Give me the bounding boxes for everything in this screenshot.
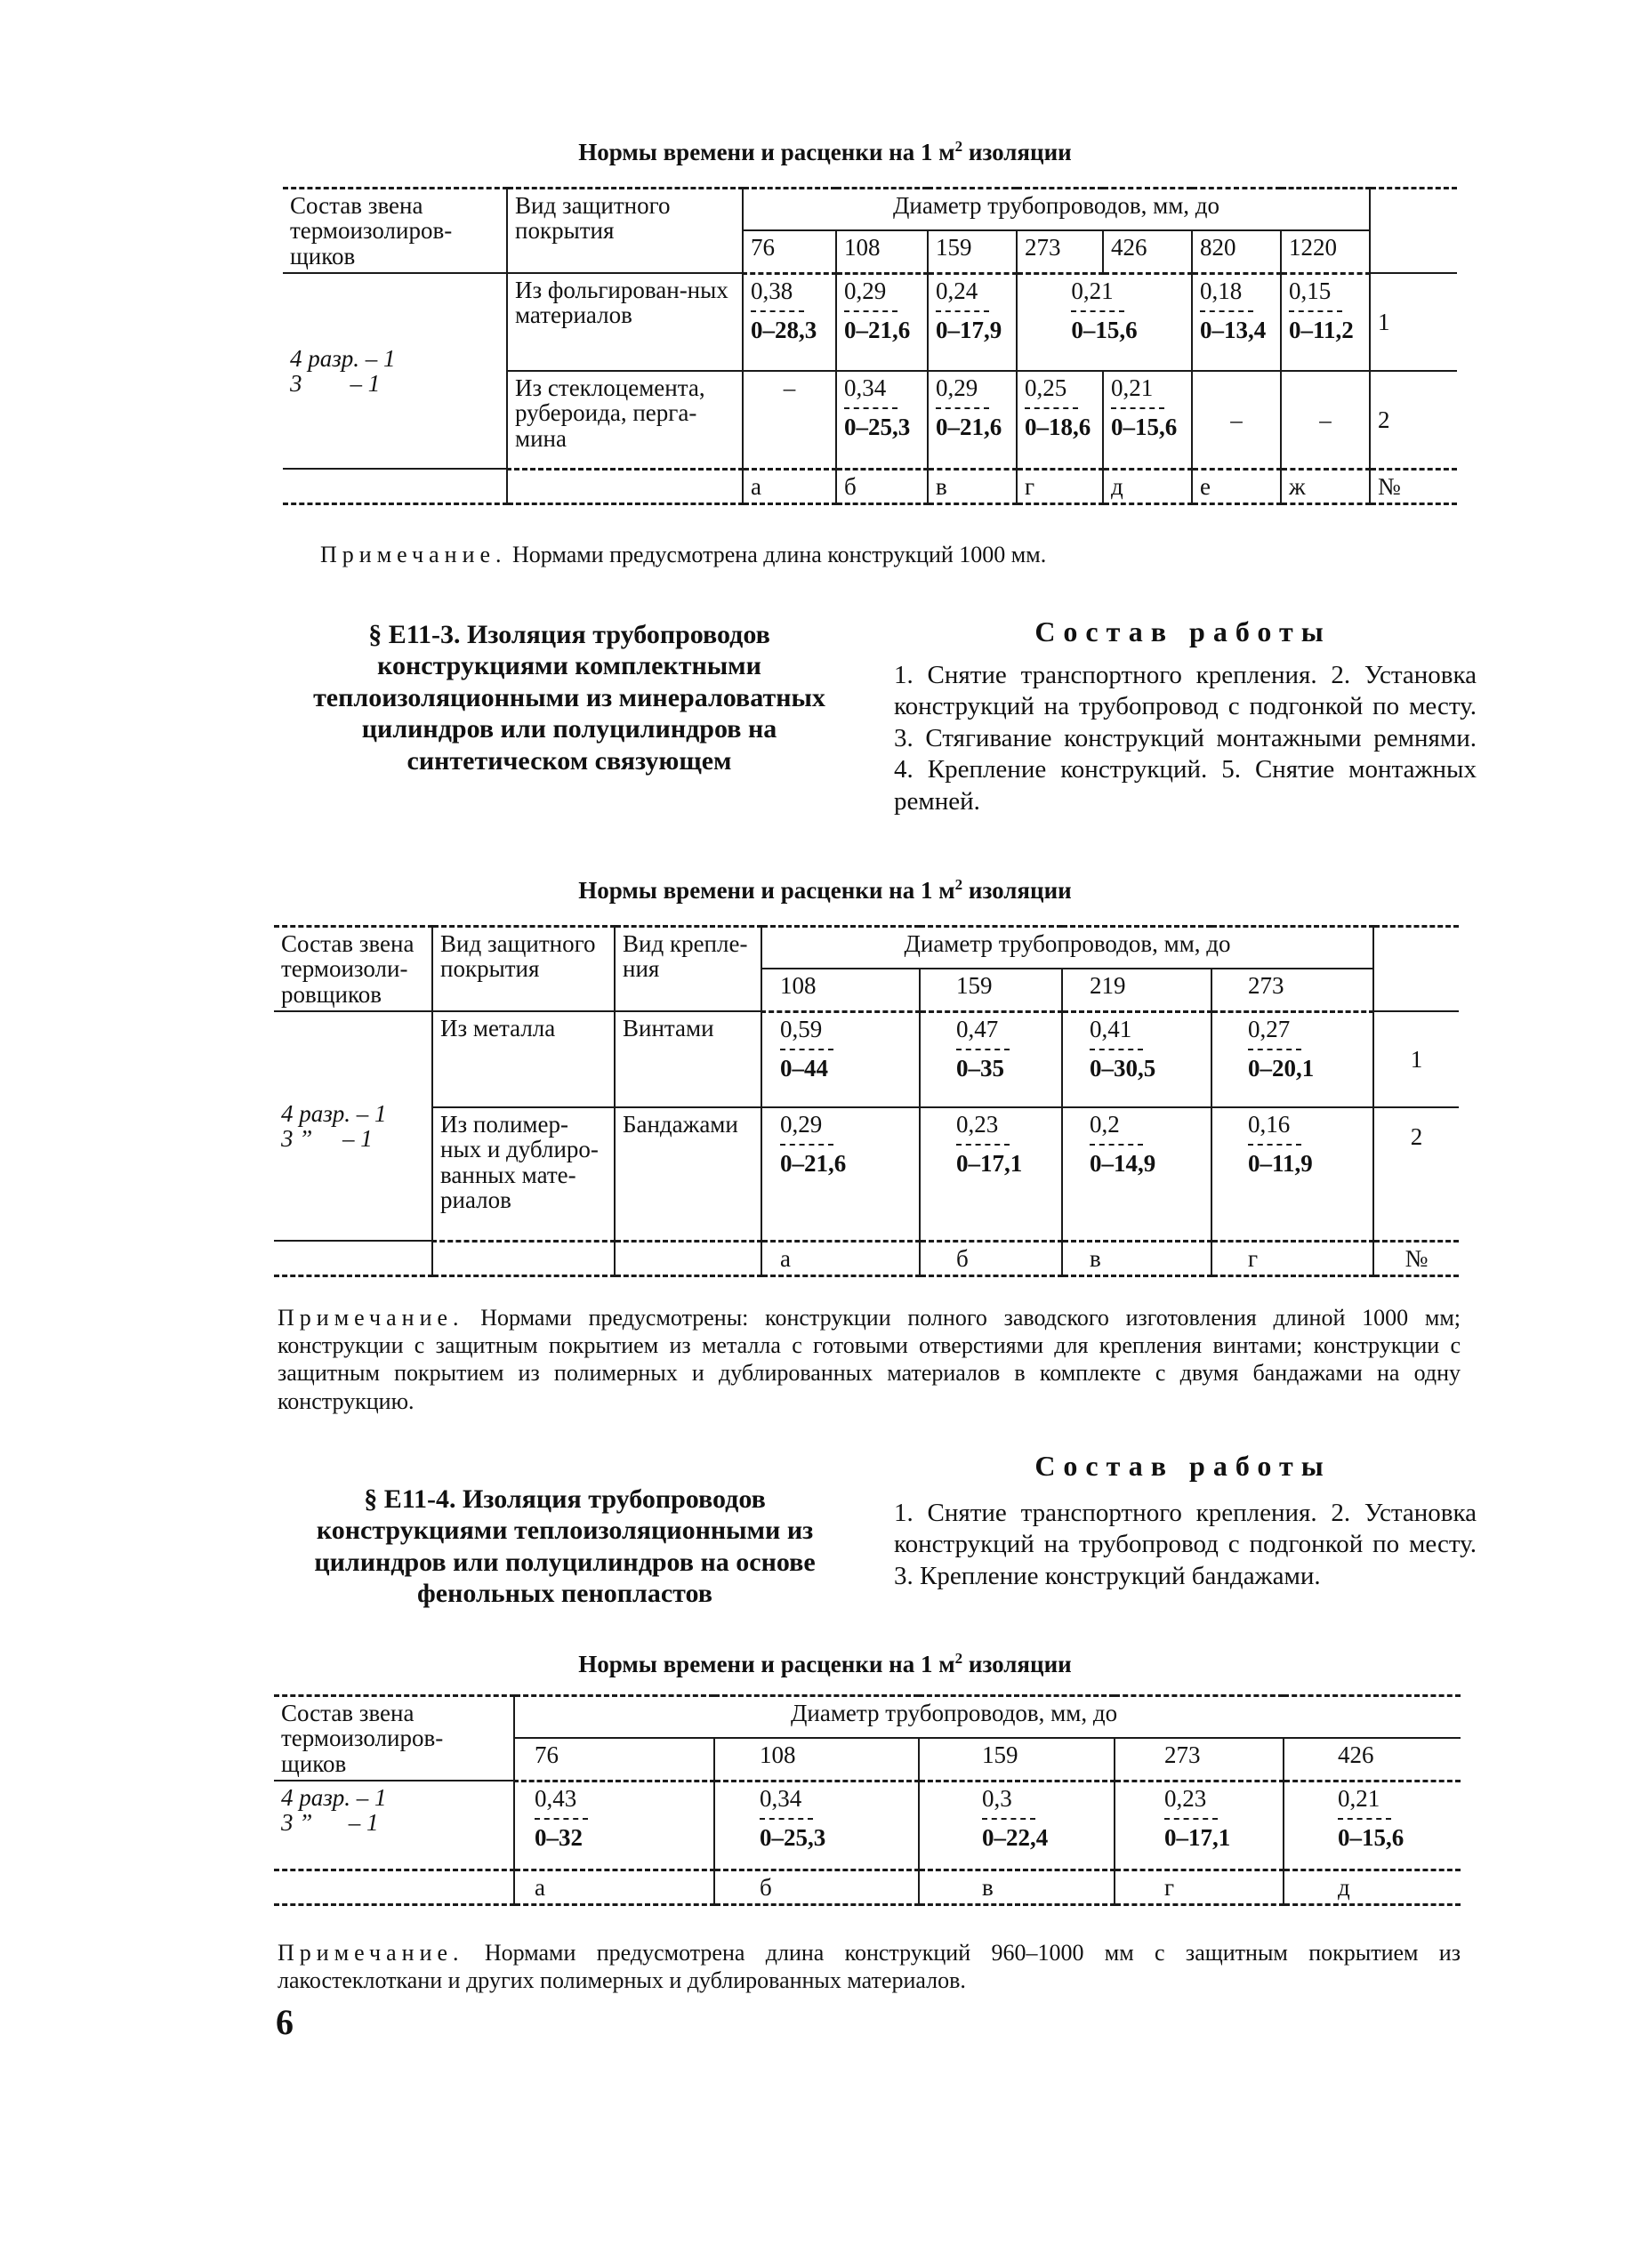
table2-row2-fix: Бандажами bbox=[615, 1107, 761, 1241]
table1-header-cover: Вид защитного покрытия bbox=[507, 189, 743, 274]
table1-cell-dash: – bbox=[1192, 371, 1281, 469]
table2-crew: 4 разр. – 1 3 ” – 1 bbox=[274, 1011, 432, 1241]
table1-letter: а bbox=[743, 469, 836, 503]
table1-letter: е bbox=[1192, 469, 1281, 503]
table3-diam: 159 bbox=[919, 1738, 1115, 1781]
table3-cell: $\frac{0,23}{0-17,1}$ bbox=[1115, 1781, 1284, 1870]
table1-diam: 76 bbox=[743, 230, 836, 273]
table2-footer-blank bbox=[615, 1241, 761, 1275]
table1-cell: $\frac{0,21}{0-15,6}$ bbox=[1103, 371, 1192, 469]
table3-diam: 108 bbox=[714, 1738, 919, 1781]
table2-footer-blank bbox=[432, 1241, 615, 1275]
table1-header-crew: Состав звена термоизолиров-щиков bbox=[283, 189, 507, 274]
table1-footer-blank bbox=[283, 469, 507, 503]
table3-cell: $\frac{0,43}{0-32}$ bbox=[514, 1781, 714, 1870]
table3-letter: г bbox=[1115, 1870, 1284, 1904]
table2-letter: б bbox=[920, 1241, 1062, 1275]
table2-diam: 159 bbox=[920, 969, 1062, 1011]
table2-row1-fix: Винтами bbox=[615, 1011, 761, 1107]
table2-letter: а bbox=[761, 1241, 920, 1275]
table1-letter: б bbox=[836, 469, 928, 503]
section-e11-3-composition-heading: Состав работы bbox=[1034, 615, 1332, 647]
table3-footer-blank bbox=[274, 1870, 514, 1904]
table3-note: Примечание. Нормами предусмотрена длина конструкций 960–1000 мм с защитным покрытием из лакостеклоткани и других полимерных и дублированных материалов. bbox=[278, 1940, 1461, 1994]
table3-cell: $\frac{0,34}{0-25,3}$ bbox=[714, 1781, 919, 1870]
table1-cell: $\frac{0,38}{0-28,3}$ bbox=[743, 273, 836, 371]
table2-header-fix: Вид крепле-ния bbox=[615, 927, 761, 1012]
table2-letter: № bbox=[1373, 1241, 1459, 1275]
table1-row2-cover: Из стеклоцемента, рубероида, перга-мина bbox=[507, 371, 743, 469]
section-e11-4-composition-heading: Состав работы bbox=[1034, 1450, 1332, 1482]
table1 bbox=[283, 187, 1457, 505]
table1-letter: № bbox=[1370, 469, 1457, 503]
table3-cell: $\frac{0,21}{0-15,6}$ bbox=[1284, 1781, 1461, 1870]
table2-cell: $\frac{0,59}{0-44}$ bbox=[761, 1011, 920, 1107]
table1-cell: $\frac{0,25}{0-18,6}$ bbox=[1017, 371, 1103, 469]
table2-cell: $\frac{0,23}{0-17,1}$ bbox=[920, 1107, 1062, 1241]
section-e11-3-title: § Е11-3. Изоляция трубопроводов конструкциями комплектными теплоизоляционными из минераловатных цилиндров или полуцилиндров на синтетическом связующем bbox=[313, 620, 825, 776]
table1-diam: 426 bbox=[1103, 230, 1192, 273]
table2-cell: $\frac{0,47}{0-35}$ bbox=[920, 1011, 1062, 1107]
table2-cell: $\frac{0,29}{0-21,6}$ bbox=[761, 1107, 920, 1241]
table1-cell: $\frac{0,15}{0-11,2}$ bbox=[1281, 273, 1370, 371]
table3-letter: а bbox=[514, 1870, 714, 1904]
table1-cell: $\frac{0,34}{0-25,3}$ bbox=[836, 371, 928, 469]
table2-row1-cover: Из металла bbox=[432, 1011, 615, 1107]
table2-footer-blank bbox=[274, 1241, 432, 1275]
section-e11-4-title: § Е11-4. Изоляция трубопроводов конструкциями теплоизоляционными из цилиндров или полуцилиндров на основе фенольных пенопластов bbox=[314, 1484, 816, 1609]
table1-cell-dash: – bbox=[1281, 371, 1370, 469]
table1-row-number: 2 bbox=[1370, 371, 1457, 469]
table2-row-number: 1 bbox=[1373, 1011, 1459, 1107]
table1-row-number: 1 bbox=[1370, 273, 1457, 371]
table1-cell: $\frac{0,29}{0-21,6}$ bbox=[836, 273, 928, 371]
table1-diam: 159 bbox=[928, 230, 1017, 273]
table2-cell: $\frac{0,2}{0-14,9}$ bbox=[1062, 1107, 1211, 1241]
table3-diam: 426 bbox=[1284, 1738, 1461, 1781]
table2-header-num-blank bbox=[1373, 927, 1459, 1012]
table1-footer-blank bbox=[507, 469, 743, 503]
table1-diam: 1220 bbox=[1281, 230, 1370, 273]
table2-diam: 219 bbox=[1062, 969, 1211, 1011]
table2-row-number: 2 bbox=[1373, 1107, 1459, 1241]
table3-crew: 4 разр. – 1 3 ” – 1 bbox=[274, 1781, 514, 1870]
table3-letter: б bbox=[714, 1870, 919, 1904]
page-number: 6 bbox=[276, 2002, 294, 2042]
table1-letter: г bbox=[1017, 469, 1103, 503]
table1-cell: $\frac{0,21}{0-15,6}$ bbox=[1017, 273, 1192, 371]
table3-letter: д bbox=[1284, 1870, 1461, 1904]
table1-letter: ж bbox=[1281, 469, 1370, 503]
table1-caption: Нормы времени и расценки на 1 $м^2$ изоляции bbox=[578, 138, 1072, 165]
table2-diam: 273 bbox=[1211, 969, 1373, 1011]
table3 bbox=[274, 1694, 1461, 1906]
table1-cell: $\frac{0,24}{0-17,9}$ bbox=[928, 273, 1017, 371]
section-e11-4-composition: 1. Снятие транспортного крепления. 2. Установка конструкций на трубопровод с подгонкой по месту. 3. Крепление конструкций бандажами. bbox=[894, 1499, 1477, 1590]
table1-letter: в bbox=[928, 469, 1017, 503]
table3-header-diameter: Диаметр трубопроводов, мм, до bbox=[514, 1696, 1461, 1739]
table1-letter: д bbox=[1103, 469, 1192, 503]
section-e11-3-composition: 1. Снятие транспортного крепления. 2. Установка конструкций на трубопровод с подгонкой по месту. 3. Стягивание конструкций монтажными ремнями. 4. Крепление конструкций. 5. Снятие монтажных ремней. bbox=[894, 661, 1477, 816]
table2-header-crew: Состав звена термоизоли-ровщиков bbox=[274, 927, 432, 1012]
table1-cell: $\frac{0,29}{0-21,6}$ bbox=[928, 371, 1017, 469]
table3-header-crew: Состав звена термоизолиров-щиков bbox=[274, 1696, 514, 1781]
table2-row2-cover: Из полимер-ных и дублиро-ванных мате-риалов bbox=[432, 1107, 615, 1241]
table1-crew: 4 разр. – 1 3 – 1 bbox=[283, 273, 507, 469]
table3-letter: в bbox=[919, 1870, 1115, 1904]
table2-header-diameter: Диаметр трубопроводов, мм, до bbox=[761, 927, 1373, 969]
table1-diam: 108 bbox=[836, 230, 928, 273]
table1-header-diameter: Диаметр трубопроводов, мм, до bbox=[743, 189, 1370, 231]
table1-diam: 820 bbox=[1192, 230, 1281, 273]
table1-header-num-blank bbox=[1370, 189, 1457, 274]
table2-letter: в bbox=[1062, 1241, 1211, 1275]
table1-cell: $\frac{0,18}{0-13,4}$ bbox=[1192, 273, 1281, 371]
table2-caption: Нормы времени и расценки на 1 $м^2$ изоляции bbox=[578, 876, 1072, 904]
table3-cell: $\frac{0,3}{0-22,4}$ bbox=[919, 1781, 1115, 1870]
table3-diam: 273 bbox=[1115, 1738, 1284, 1781]
table1-note: Примечание. Нормами предусмотрена длина конструкций 1000 мм. bbox=[320, 542, 1047, 567]
table1-row1-cover: Из фольгирован-ных материалов bbox=[507, 273, 743, 371]
table2-cell: $\frac{0,16}{0-11,9}$ bbox=[1211, 1107, 1373, 1241]
table2-cell: $\frac{0,41}{0-30,5}$ bbox=[1062, 1011, 1211, 1107]
table1-diam: 273 bbox=[1017, 230, 1103, 273]
table2-note: Примечание. Нормами предусмотрены: конструкции полного заводского изготовления длиной 1000 мм; конструкции с защитным покрытием из металла с готовыми отверстиями для крепления винтами; конструкции с защитным покрытием из полимерных и дублированных материалов в комплекте с двумя бандажами на одну конструкцию. bbox=[278, 1305, 1461, 1414]
table2-header-cover: Вид защитного покрытия bbox=[432, 927, 615, 1012]
table2-diam: 108 bbox=[761, 969, 920, 1011]
table2-letter: г bbox=[1211, 1241, 1373, 1275]
table1-cell-dash: – bbox=[743, 371, 836, 469]
table3-diam: 76 bbox=[514, 1738, 714, 1781]
table2 bbox=[274, 925, 1459, 1277]
table3-caption: Нормы времени и расценки на 1 $м^2$ изоляции bbox=[578, 1650, 1072, 1677]
table2-cell: $\frac{0,27}{0-20,1}$ bbox=[1211, 1011, 1373, 1107]
